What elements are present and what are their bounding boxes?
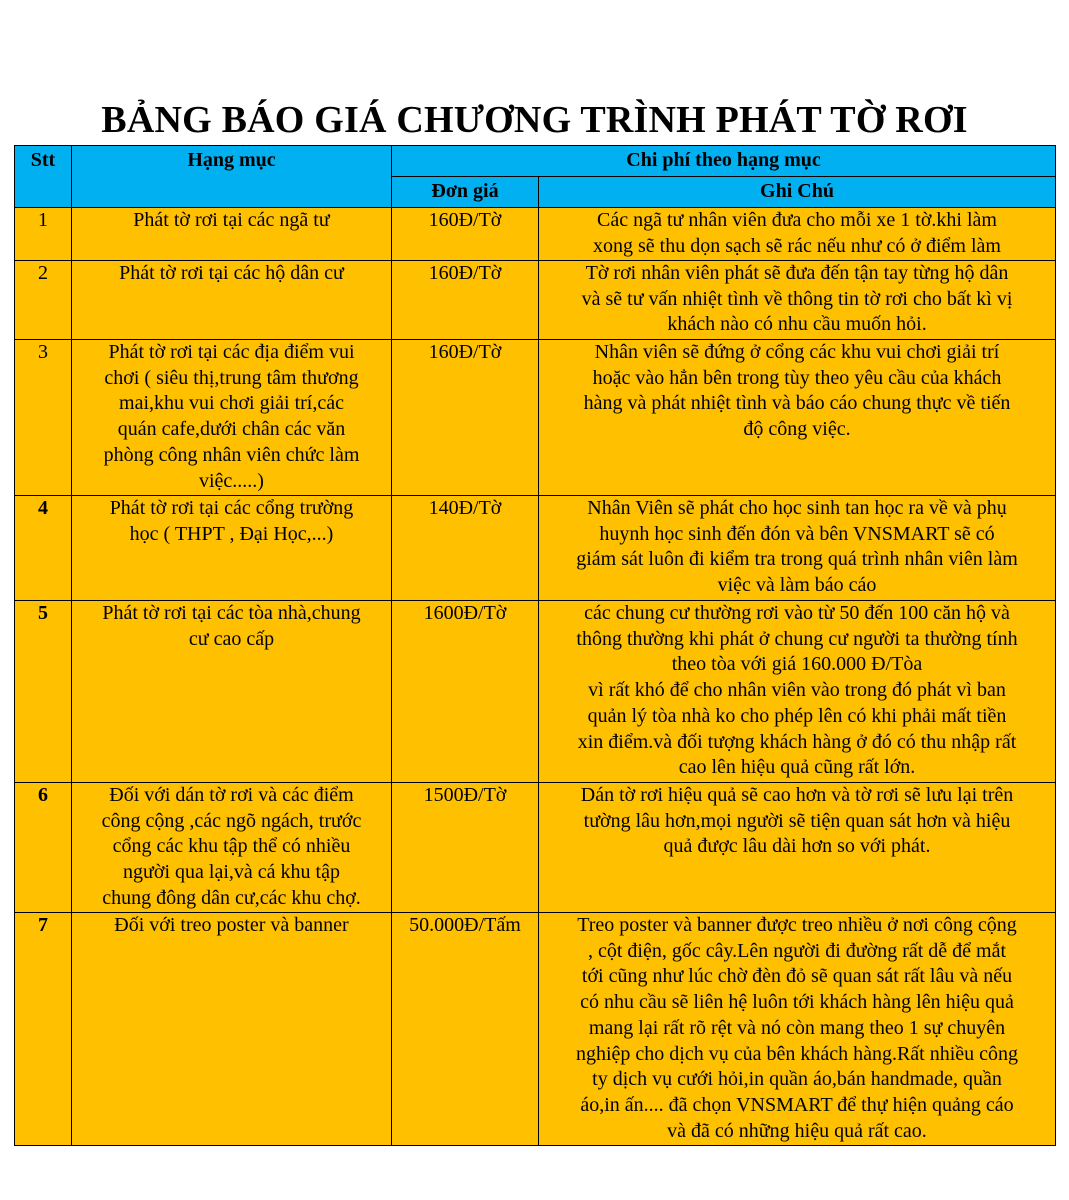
row-stt: 6 [15, 783, 72, 913]
row-note-line: Dán tờ rơi hiệu quả sẽ cao hơn và tờ rơi sẽ lưu lại trên [580, 784, 1014, 806]
row-note-line: thông thường khi phát ở chung cư người ta thường tính [576, 627, 1018, 650]
row-item [72, 208, 392, 261]
row-stt: 2 [15, 261, 72, 340]
row-price: 50.000Đ/Tấm [392, 913, 539, 1146]
row-item-line: Đối với treo poster và banner [114, 914, 349, 936]
row-note-line: Các ngã tư nhân viên đưa cho mỗi xe 1 tờ.khi làm [597, 209, 997, 231]
header-note: Ghi Chú [539, 177, 1056, 208]
header-item: Hạng mục [72, 146, 392, 208]
row-note [539, 261, 1056, 340]
table-row [15, 913, 1056, 1146]
row-note-line: giám sát luôn đi kiểm tra trong quá trình nhân viên làm [576, 548, 1018, 571]
row-price: 1600Đ/Tờ [392, 601, 539, 783]
row-note [539, 340, 1056, 496]
row-note-line: và sẽ tư vấn nhiệt tình về thông tin tờ rơi cho bất kì vị [581, 287, 1013, 310]
row-note-line: Treo poster và banner được treo nhiều ở nơi công cộng [577, 914, 1017, 936]
row-note-line: tường lâu hơn,mọi người sẽ tiện quan sát hơn và hiệu [583, 809, 1011, 832]
row-item [72, 601, 392, 783]
row-item-line: chung đông dân cư,các khu chợ. [102, 886, 361, 909]
table-row [15, 601, 1056, 783]
row-note-line: huynh học sinh đến đón và bên VNSMART sẽ có [599, 522, 995, 545]
row-note-line: vì rất khó để cho nhân viên vào trong đó phát vì ban [588, 679, 1006, 702]
row-stt: 1 [15, 208, 72, 261]
row-note-line: Nhân viên sẽ đứng ở cổng các khu vui chơi giải trí [594, 341, 1000, 363]
row-note-line: có nhu cầu sẽ liên hệ luôn tới khách hàng lên hiệu quả [580, 991, 1014, 1014]
row-note-line: xong sẽ thu dọn sạch sẽ rác nếu như có ở điểm làm [593, 234, 1001, 257]
row-item-line: học ( THPT , Đại Học,...) [129, 522, 334, 545]
row-item-line: mai,khu vui chơi giải trí,các [119, 392, 344, 415]
row-stt: 7 [15, 913, 72, 1146]
row-price: 1500Đ/Tờ [392, 783, 539, 913]
row-stt: 3 [15, 340, 72, 496]
row-note [539, 783, 1056, 913]
row-note-line: Tờ rơi nhân viên phát sẽ đưa đến tận tay từng hộ dân [585, 262, 1009, 284]
row-item-line: người qua lại,và cá khu tập [123, 861, 340, 884]
row-note-line: khách nào có nhu cầu muốn hỏi. [667, 313, 927, 336]
row-price: 160Đ/Tờ [392, 340, 539, 496]
row-item-line: chơi ( siêu thị,trung tâm thương [104, 366, 359, 389]
table-row [15, 783, 1056, 913]
row-item-line: quán cafe,dưới chân các văn [117, 418, 346, 441]
row-note [539, 913, 1056, 1146]
row-item [72, 340, 392, 496]
row-note-line: mang lại rất rõ rệt và nó còn mang theo 1 sự chuyên [588, 1016, 1006, 1039]
row-note-line: tới cũng như lúc chờ đèn đỏ sẽ quan sát rất lâu và nếu [581, 965, 1013, 988]
row-note-line: ty dịch vụ cưới hỏi,in quần áo,bán handmade, quần [592, 1068, 1002, 1091]
header-stt: Stt [15, 146, 72, 208]
row-note-line: các chung cư thường rơi vào từ 50 đến 100 căn hộ và [584, 602, 1010, 624]
row-item-line: Phát tờ rơi tại các tòa nhà,chung [102, 602, 361, 624]
row-note-line: nghiệp cho dịch vụ của bên khách hàng.Rất nhiều công [575, 1042, 1019, 1065]
row-note-line: Nhân Viên sẽ phát cho học sinh tan học ra về và phụ [587, 497, 1007, 519]
row-item [72, 913, 392, 1146]
row-note-line: và đã có những hiệu quả rất cao. [667, 1119, 927, 1142]
row-item [72, 261, 392, 340]
row-note-line: cao lên hiệu quả cũng rất lớn. [678, 756, 916, 779]
row-note-line: quản lý tòa nhà ko cho phép lên có khi phải mất tiền [587, 704, 1007, 727]
row-item-line: cư cao cấp [188, 627, 275, 650]
row-stt: 5 [15, 601, 72, 783]
page-title: BẢNG BÁO GIÁ CHƯƠNG TRÌNH PHÁT TỜ RƠI [101, 99, 968, 141]
table-row [15, 208, 1056, 261]
row-note [539, 601, 1056, 783]
row-note-line: hàng và phát nhiệt tình và báo cáo chung thực về tiến [583, 392, 1011, 415]
row-note [539, 208, 1056, 261]
row-item [72, 496, 392, 601]
row-item [72, 783, 392, 913]
row-note [539, 496, 1056, 601]
header-row-1 [15, 146, 1056, 177]
row-item-line: cổng các khu tập thể có nhiều [112, 835, 351, 858]
row-note-line: việc và làm báo cáo [717, 574, 877, 597]
row-note-line: quả được lâu dài hơn so với phát. [663, 835, 931, 858]
table-row [15, 340, 1056, 496]
header-unit-price: Đơn giá [392, 177, 539, 208]
row-note-line: áo,in ấn.... đã chọn VNSMART để thự hiện quảng cáo [580, 1093, 1014, 1116]
row-note-line: xin điểm.và đối tượng khách hàng ở đó có thu nhập rất [577, 730, 1017, 753]
table-row [15, 496, 1056, 601]
table-row [15, 261, 1056, 340]
row-note-line: độ công việc. [743, 418, 851, 441]
row-price: 140Đ/Tờ [392, 496, 539, 601]
price-table [14, 145, 1056, 1146]
row-item-line: việc.....) [199, 469, 264, 492]
row-note-line: theo tòa với giá 160.000 Đ/Tòa [671, 653, 923, 676]
header-cost-group: Chi phí theo hạng mục [392, 146, 1056, 177]
table-body [15, 208, 1056, 1146]
row-item-line: Phát tờ rơi tại các cổng trường [109, 497, 354, 519]
row-price: 160Đ/Tờ [392, 208, 539, 261]
row-item-line: Phát tờ rơi tại các hộ dân cư [119, 262, 344, 284]
row-note-line: hoặc vào hẳn bên trong tùy theo yêu cầu của khách [592, 366, 1002, 389]
row-item-line: Đối với dán tờ rơi và các điểm [109, 784, 354, 806]
row-price: 160Đ/Tờ [392, 261, 539, 340]
row-item-line: Phát tờ rơi tại các địa điểm vui [108, 341, 355, 363]
row-item-line: công cộng ,các ngõ ngách, trước [101, 809, 362, 832]
row-note-line: , cột điện, gốc cây.Lên người đi đường rất dễ để mắt [587, 939, 1007, 962]
row-stt: 4 [15, 496, 72, 601]
row-item-line: phòng công nhân viên chức làm [103, 443, 360, 466]
row-item-line: Phát tờ rơi tại các ngã tư [133, 209, 330, 231]
